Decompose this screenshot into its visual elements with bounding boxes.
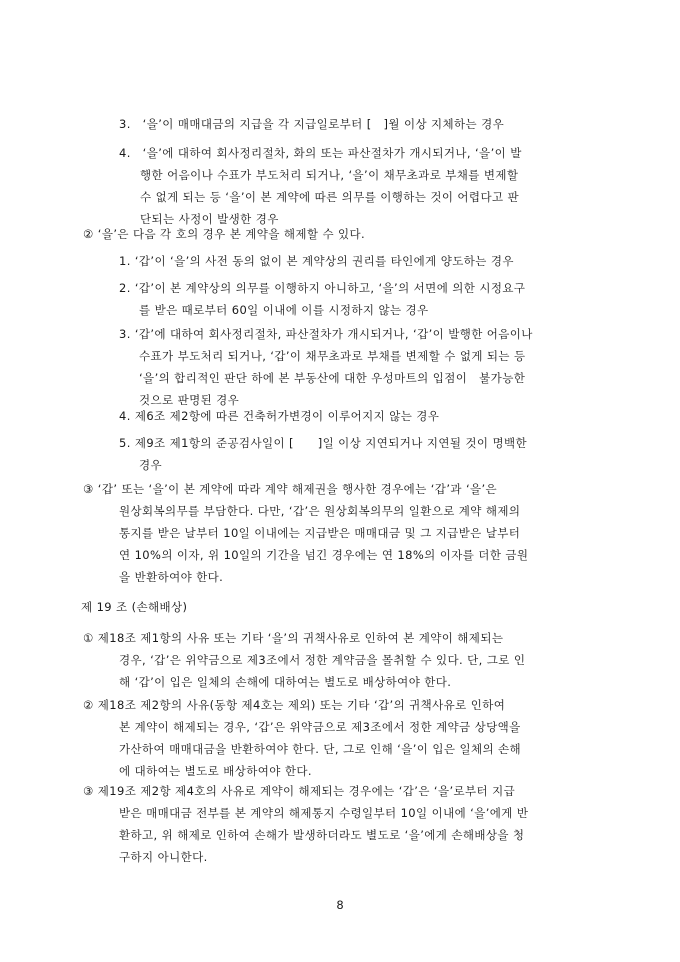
sub-item-5: 5. 제9조 제1항의 준공검사일이 [ ]일 이상 지연되거나 지연될 것이 명백한 경우 [119, 436, 528, 472]
clause-item-4: 4. ‘을’에 대하여 회사정리절차, 화의 또는 파산절차가 개시되거나, ‘을’이 발 행한 어음이나 수표가 부도처리 되거나, ‘을’이 채무초과로 부채를 변제할 수 없게 되는 등 ‘을’이 본 계약에 따른 의무를 이행하는 것이 어렵다고 판 단되는 사정이 발생한 경우 [119, 146, 522, 226]
sub-item-1: 1. ‘갑’이 ‘을’의 사전 동의 없이 본 계약상의 권리를 타인에게 양도하는 경우 [119, 254, 514, 268]
sub-item-3: 3. ‘갑’에 대하여 회사정리절차, 파산절차가 개시되거나, ‘갑’이 발행한 어음이나 수표가 부도처리 되거나, ‘갑’이 채무초과로 부채를 변제할 수 없게 되는 등 ‘을’의 합리적인 판단 하에 본 부동산에 대한 우성마트의 입점이 불가능한 것으로 판명된 경우 [119, 327, 533, 407]
article-19-paragraph-2: ② 제18조 제2항의 사유(동항 제4호는 제외) 또는 기타 ‘갑’의 귀책사유로 인하여 본 계약이 해제되는 경우, ‘갑’은 위약금으로 제3조에서 정한 계약금 상당액을 가산하여 매매대금을 반환하여야 한다. 단, 그로 인해 ‘을’이 입은 일체의 손해 에 대하여는 별도로 배상하여야 한다. [83, 698, 522, 778]
paragraph-3: ③ ‘갑’ 또는 ‘을’이 본 계약에 따라 계약 해제권을 행사한 경우에는 ‘갑’과 ‘을’은 원상회복의무를 부담한다. 다만, ‘갑’은 원상회복의무의 일환으로 계약 해제의 통지를 받은 날부터 10일 이내에는 지급받은 매매대금 및 그 지급받은 날부터 연 10%의 이자, 위 10일의 기간을 넘긴 경우에는 연 18%의 이자를 더한 금원 을 반환하여야 한다. [83, 482, 529, 584]
article-19-paragraph-3: ③ 제19조 제2항 제4호의 사유로 계약이 해제되는 경우에는 ‘갑’은 ‘을’로부터 지급 받은 매매대금 전부를 본 계약의 해제통지 수령일부터 10일 이내에 ‘을’에게 반 환하고, 위 해제로 인하여 손해가 발생하더라도 별도로 ‘을’에게 손해배상을 청 구하지 아니한다. [83, 784, 529, 864]
article-19-paragraph-1: ① 제18조 제1항의 사유 또는 기타 ‘을’의 귀책사유로 인하여 본 계약이 해제되는 경우, ‘갑’은 위약금으로 제3조에서 정한 계약금을 몰취할 수 있다. 단, 그로 인 해 ‘갑’이 입은 일체의 손해에 대하여는 별도로 배상하여야 한다. [83, 631, 526, 689]
sub-item-4: 4. 제6조 제2항에 따른 건축허가변경이 이루어지지 않는 경우 [119, 409, 440, 423]
sub-item-2: 2. ‘갑’이 본 계약상의 의무를 이행하지 아니하고, ‘을’의 서면에 의한 시정요구 를 받은 때로부터 60일 이내에 이를 시정하지 않는 경우 [119, 281, 526, 317]
paragraph-2: ② ‘을’은 다음 각 호의 경우 본 계약을 해제할 수 있다. [83, 227, 366, 241]
article-19-heading: 제 19 조 (손해배상) [81, 600, 188, 614]
page-number: 8 [336, 898, 344, 912]
clause-item-3: 3. ‘을’이 매매대금의 지급을 각 지급일로부터 [ ]월 이상 지체하는 경우 [119, 117, 505, 131]
